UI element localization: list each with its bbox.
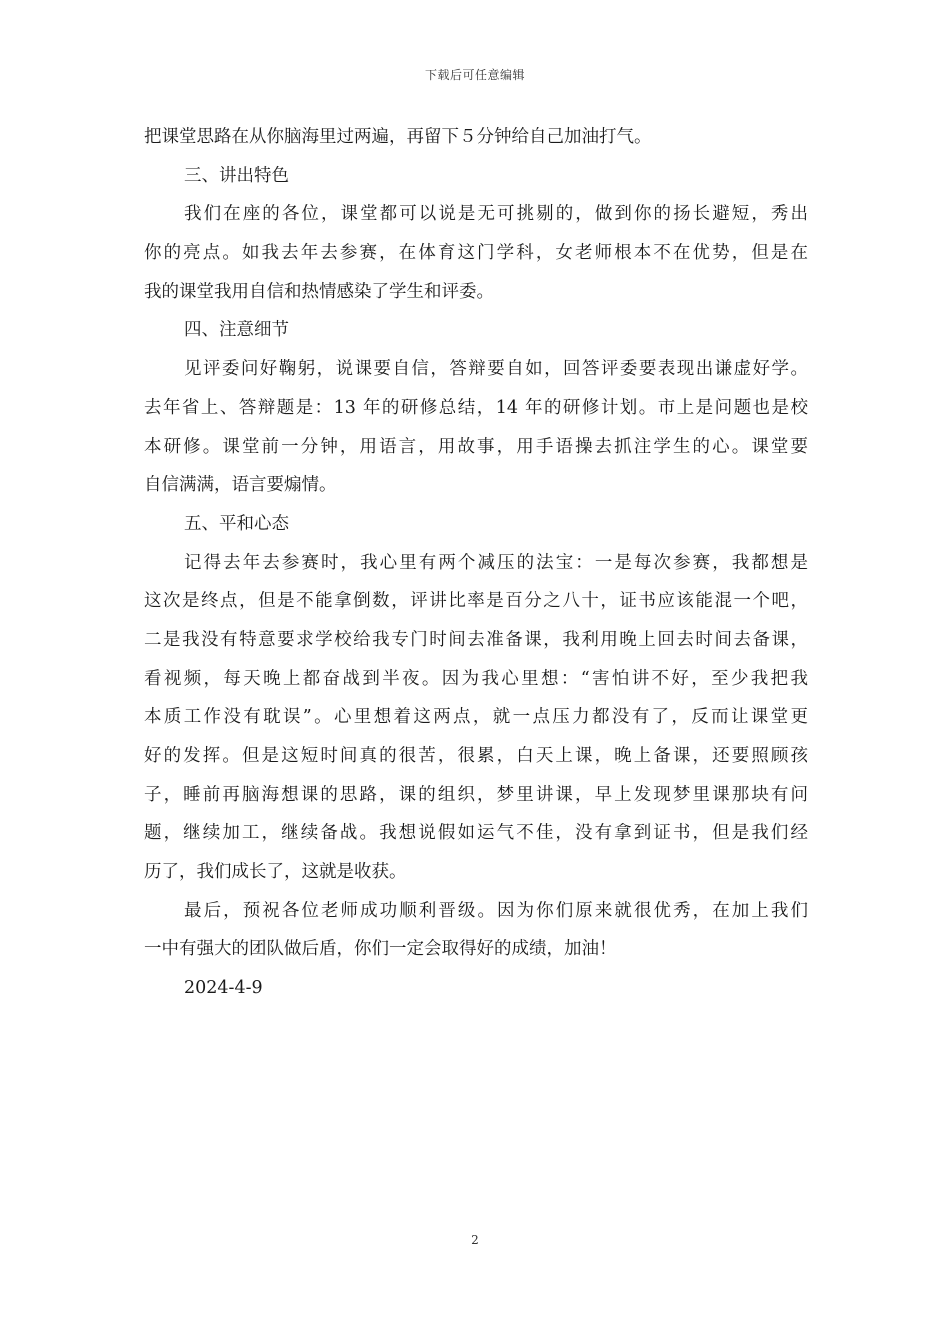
text-line: 最后，预祝各位老师成功顺利晋级。因为你们原来就很优秀，在加上我们 — [184, 900, 808, 921]
page-number: 2 — [471, 1233, 479, 1247]
text-line: 去年省上、答辩题是：13 年的研修总结，14 年的研修计划。市上是问题也是校 — [144, 397, 808, 418]
text-line: 见评委问好鞠躬，说课要自信，答辩要自如，回答评委要表现出谦虚好学。 — [184, 359, 808, 380]
text-line: 2024-4-9 — [184, 978, 263, 999]
text-line: 你的亮点。如我去年去参赛，在体育这门学科，女老师根本不在优势，但是在 — [144, 243, 808, 264]
text-line: 本研修。课堂前一分钟，用语言，用故事，用手语操去抓注学生的心。课堂要 — [144, 436, 808, 457]
text-line: 题，继续加工，继续备战。我想说假如运气不佳，没有拿到证书，但是我们经 — [144, 823, 808, 844]
text-line: 五、平和心态 — [184, 513, 289, 534]
text-line: 看视频，每天晚上都奋战到半夜。因为我心里想：“害怕讲不好，至少我把我 — [144, 668, 808, 689]
text-line: 好的发挥。但是这短时间真的很苦，很累，白天上课，晚上备课，还要照顾孩 — [144, 746, 808, 766]
page-header: 下载后可任意编辑 — [424, 68, 525, 82]
text-line: 记得去年去参赛时，我心里有两个减压的法宝：一是每次参赛，我都想是 — [184, 552, 808, 573]
text-line: 三、讲出特色 — [184, 165, 289, 186]
text-line: 一中有强大的团队做后盾，你们一定会取得好的成绩，加油！ — [144, 939, 617, 960]
text-line: 我们在座的各位，课堂都可以说是无可挑剔的，做到你的扬长避短，秀出 — [184, 204, 808, 225]
text-line: 我的课堂我用自信和热情感染了学生和评委。 — [144, 281, 494, 302]
document-body — [144, 118, 808, 1008]
text-line: 本质工作没有耽误”。心里想着这两点，就一点压力都没有了，反而让课堂更 — [144, 707, 808, 728]
text-line: 四、注意细节 — [184, 320, 289, 341]
text-line: 子，睡前再脑海想课的思路，课的组织，梦里讲课，早上发现梦里课那块有问 — [144, 784, 808, 805]
text-line: 这次是终点，但是不能拿倒数，评讲比率是百分之八十，证书应该能混一个吧， — [144, 591, 808, 612]
text-line: 把课堂思路在从你脑海里过两遍，再留下５分钟给自己加油打气。 — [144, 127, 652, 147]
text-line: 历了，我们成长了，这就是收获。 — [144, 862, 407, 883]
text-line: 自信满满，语言要煽情。 — [144, 475, 337, 496]
text-line: 二是我没有特意要求学校给我专门时间去准备课，我利用晚上回去时间去备课， — [144, 629, 808, 650]
